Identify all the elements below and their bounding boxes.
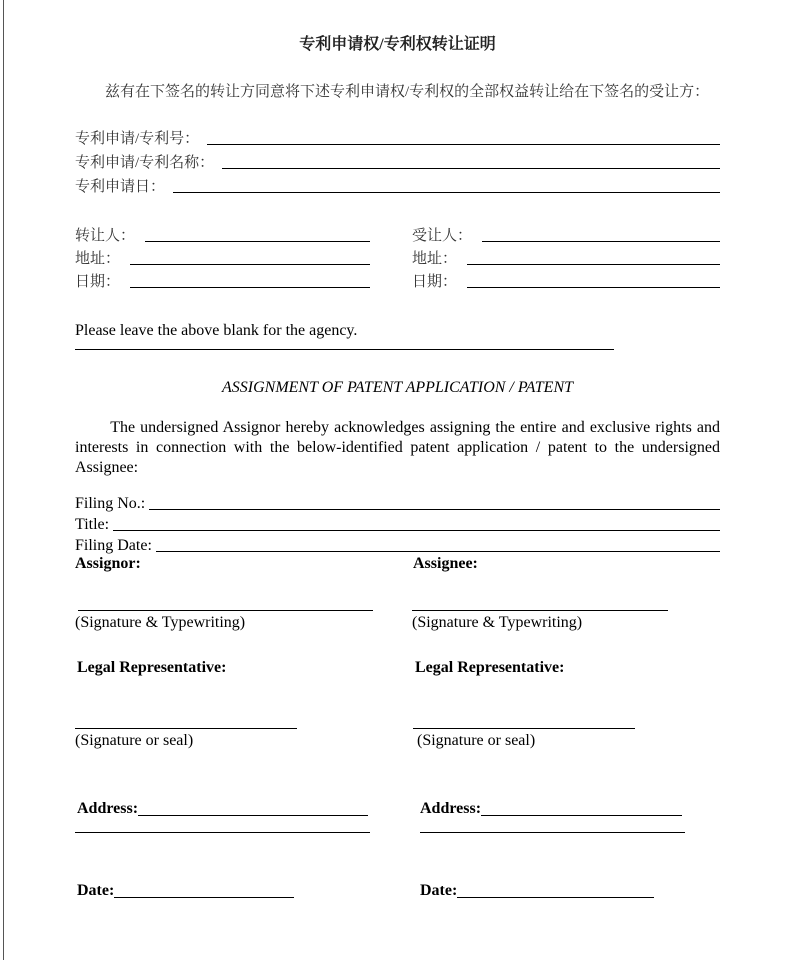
assignor-date-line[interactable] (114, 897, 294, 898)
cn-assignor-line[interactable] (145, 241, 370, 242)
assignee-seal-caption: (Signature or seal) (417, 732, 536, 749)
assignor-address-label: Address: (77, 800, 139, 817)
cn-filing-date-label: 专利申请日： (75, 179, 166, 195)
date-row (75, 879, 720, 900)
cn-assignor-address-label: 地址： (75, 251, 121, 267)
assignor-address-cell (75, 797, 412, 818)
legal-rep-row (75, 657, 720, 678)
cn-assignee-date-line[interactable] (467, 287, 720, 288)
cn-field-row-patent-title (75, 148, 720, 172)
party-headers-row (75, 555, 720, 576)
assignee-signature-caption: (Signature & Typewriting) (412, 614, 583, 631)
address-row (75, 797, 720, 818)
cn-section (75, 31, 720, 291)
cn-assignee-date-label: 日期： (412, 274, 458, 290)
cn-patent-title-label: 专利申请/专利名称： (75, 155, 215, 171)
assignor-seal-caption: (Signature or seal) (75, 732, 194, 749)
assignor-date-cell (75, 879, 412, 900)
assignee-legal-rep-label: Legal Representative: (415, 659, 565, 676)
cn-filing-date-line[interactable] (173, 192, 720, 193)
cn-fields (75, 124, 720, 196)
cn-patent-number-line[interactable] (207, 144, 720, 145)
cn-assignor-address-line[interactable] (130, 264, 370, 265)
assignor-legal-rep-signature-line[interactable] (75, 728, 297, 729)
assignee-date-cell (412, 879, 720, 900)
assignee-address-label: Address: (420, 800, 482, 817)
assignee-address-line-1[interactable] (481, 815, 682, 816)
assignor-signature-line[interactable] (78, 610, 373, 611)
cn-party-address-row (75, 245, 720, 268)
assignor-header: Assignor: (75, 555, 141, 572)
assignee-signature-line[interactable] (412, 610, 668, 611)
document-content (75, 0, 720, 900)
cn-assignee-address-line[interactable] (467, 264, 720, 265)
signature-lines-row (75, 610, 720, 611)
cn-field-row-patent-number (75, 124, 720, 148)
cn-title: 专利申请权/专利权转让证明 (299, 36, 496, 53)
cn-field-row-filing-date (75, 172, 720, 196)
assignee-legal-rep-signature-line[interactable] (413, 728, 635, 729)
en-section (75, 321, 720, 900)
filing-no-label: Filing No.: (75, 495, 146, 512)
en-field-row-title (75, 513, 720, 534)
cn-assignor-date-label: 日期： (75, 274, 121, 290)
signature-captions-row (75, 613, 720, 633)
en-intro-paragraph: The undersigned Assignor hereby acknowledges assigning the entire and exclusive rights and interests in connection with the below-identified patent application / patent to the undersigned Assignee: (75, 419, 720, 476)
en-field-row-filing-no (75, 492, 720, 513)
cn-party-date-row (75, 268, 720, 291)
cn-assignor-label: 转让人： (75, 228, 136, 244)
cn-patent-title-line[interactable] (222, 168, 720, 169)
seal-lines-row (75, 728, 720, 729)
assignee-address-line-2[interactable] (420, 832, 685, 833)
en-fields (75, 492, 720, 555)
cn-assignee-cell (412, 222, 720, 245)
assignor-signature-caption: (Signature & Typewriting) (75, 614, 246, 631)
cn-assignee-line[interactable] (482, 241, 720, 242)
en-field-row-filing-date (75, 534, 720, 555)
cn-patent-number-label: 专利申请/专利号： (75, 131, 200, 147)
assignee-date-label: Date: (420, 882, 458, 899)
seal-captions-row (75, 731, 720, 751)
address-second-lines-row (75, 832, 720, 833)
assignee-header: Assignee: (413, 555, 478, 572)
assignor-address-line-2[interactable] (75, 832, 370, 833)
cn-assignor-date-line[interactable] (130, 287, 370, 288)
cn-assignor-date-cell (75, 268, 412, 291)
cn-assignor-address-cell (75, 245, 412, 268)
section-divider (75, 349, 614, 350)
assignor-address-line-1[interactable] (138, 815, 368, 816)
cn-party-name-row (75, 222, 720, 245)
cn-intro-paragraph: 兹有在下签名的转让方同意将下述专利申请权/专利权的全部权益转让给在下签名的受让方： (105, 84, 710, 100)
title-field-label: Title: (75, 516, 110, 533)
assignee-date-line[interactable] (457, 897, 654, 898)
filing-no-line[interactable] (149, 509, 720, 510)
filing-date-label: Filing Date: (75, 537, 152, 554)
title-field-line[interactable] (113, 530, 720, 531)
cn-assignee-date-cell (412, 268, 720, 291)
cn-assignor-cell (75, 222, 412, 245)
en-title: ASSIGNMENT OF PATENT APPLICATION / PATENT (221, 379, 574, 396)
cn-parties (75, 222, 720, 291)
page-edge-line (3, 0, 4, 960)
cn-assignee-address-label: 地址： (412, 251, 458, 267)
agency-note: Please leave the above blank for the agency. (75, 322, 358, 339)
assignor-legal-rep-label: Legal Representative: (77, 659, 227, 676)
cn-assignee-label: 受让人： (412, 228, 473, 244)
filing-date-line[interactable] (156, 551, 720, 552)
assignee-address-cell (412, 797, 720, 818)
assignor-date-label: Date: (77, 882, 115, 899)
cn-assignee-address-cell (412, 245, 720, 268)
